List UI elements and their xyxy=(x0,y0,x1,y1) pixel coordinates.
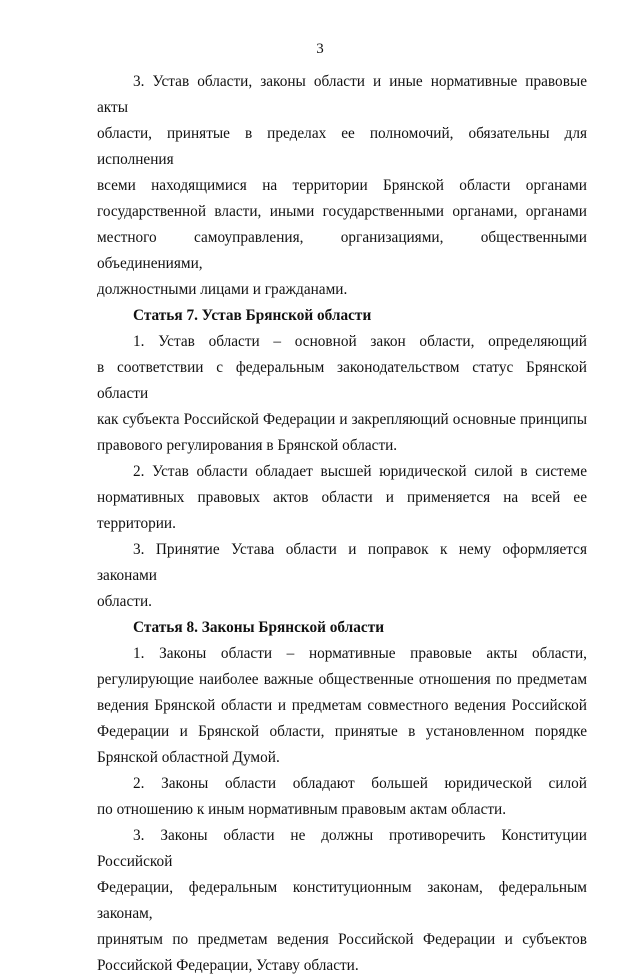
paragraph-article8-item3 xyxy=(97,823,587,979)
text-line: государственной власти, иными государственными органами, органами xyxy=(97,203,587,220)
paragraph-article7-item3 xyxy=(97,537,587,615)
text-line: области. xyxy=(97,593,152,610)
page-number: 3 xyxy=(316,41,324,57)
text-line: Брянской областной Думой. xyxy=(97,749,280,766)
text-line: местного самоуправления, организациями, общественными объединениями, xyxy=(97,229,587,272)
text-line: принятым по предметам ведения Российской Федерации и субъектов xyxy=(97,931,587,948)
paragraph-article7-item1 xyxy=(97,329,587,459)
paragraph-article8-item1 xyxy=(97,641,587,771)
text-line: правового регулирования в Брянской области. xyxy=(97,437,398,454)
text-line: по отношению к иным нормативным правовым актам области. xyxy=(97,801,507,818)
paragraph-article6-item3 xyxy=(97,69,587,303)
text-line: Российской Федерации, Уставу области. xyxy=(97,957,359,974)
article-7-heading: Статья 7. Устав Брянской области xyxy=(133,307,372,324)
document-body xyxy=(97,69,587,979)
text-line: всеми находящимися на территории Брянской области органами xyxy=(97,177,587,194)
text-line: 1. Законы области – нормативные правовые акты области, xyxy=(133,645,587,662)
text-line: Федерации, федеральным конституционным законам, федеральным законам, xyxy=(97,879,587,922)
text-line: как субъекта Российской Федерации и закрепляющий основные принципы xyxy=(97,411,587,428)
text-line: нормативных правовых актов области и применяется на всей ее территории. xyxy=(97,489,587,532)
text-line: 2. Законы области обладают большей юридической силой xyxy=(133,775,587,792)
text-line: регулирующие наиболее важные общественные отношения по предметам xyxy=(97,671,587,688)
text-line: области, принятые в пределах ее полномочий, обязательны для исполнения xyxy=(97,125,587,168)
text-line: 1. Устав области – основной закон области, определяющий xyxy=(133,333,587,350)
text-line: 2. Устав области обладает высшей юридической силой в системе xyxy=(133,463,587,480)
paragraph-article8-item2 xyxy=(97,771,587,823)
text-line: 3. Законы области не должны противоречить Конституции Российской xyxy=(97,827,587,870)
text-line: должностными лицами и гражданами. xyxy=(97,281,348,298)
text-line: ведения Брянской области и предметам совместного ведения Российской xyxy=(97,697,587,714)
text-line: Федерации и Брянской области, принятые в установленном порядке xyxy=(97,723,587,740)
text-line: 3. Устав области, законы области и иные нормативные правовые акты xyxy=(97,73,587,116)
article-8-heading: Статья 8. Законы Брянской области xyxy=(133,619,385,636)
text-line: в соответствии с федеральным законодательством статус Брянской области xyxy=(97,359,587,402)
text-line: 3. Принятие Устава области и поправок к нему оформляется законами xyxy=(97,541,587,584)
paragraph-article7-item2 xyxy=(97,459,587,537)
